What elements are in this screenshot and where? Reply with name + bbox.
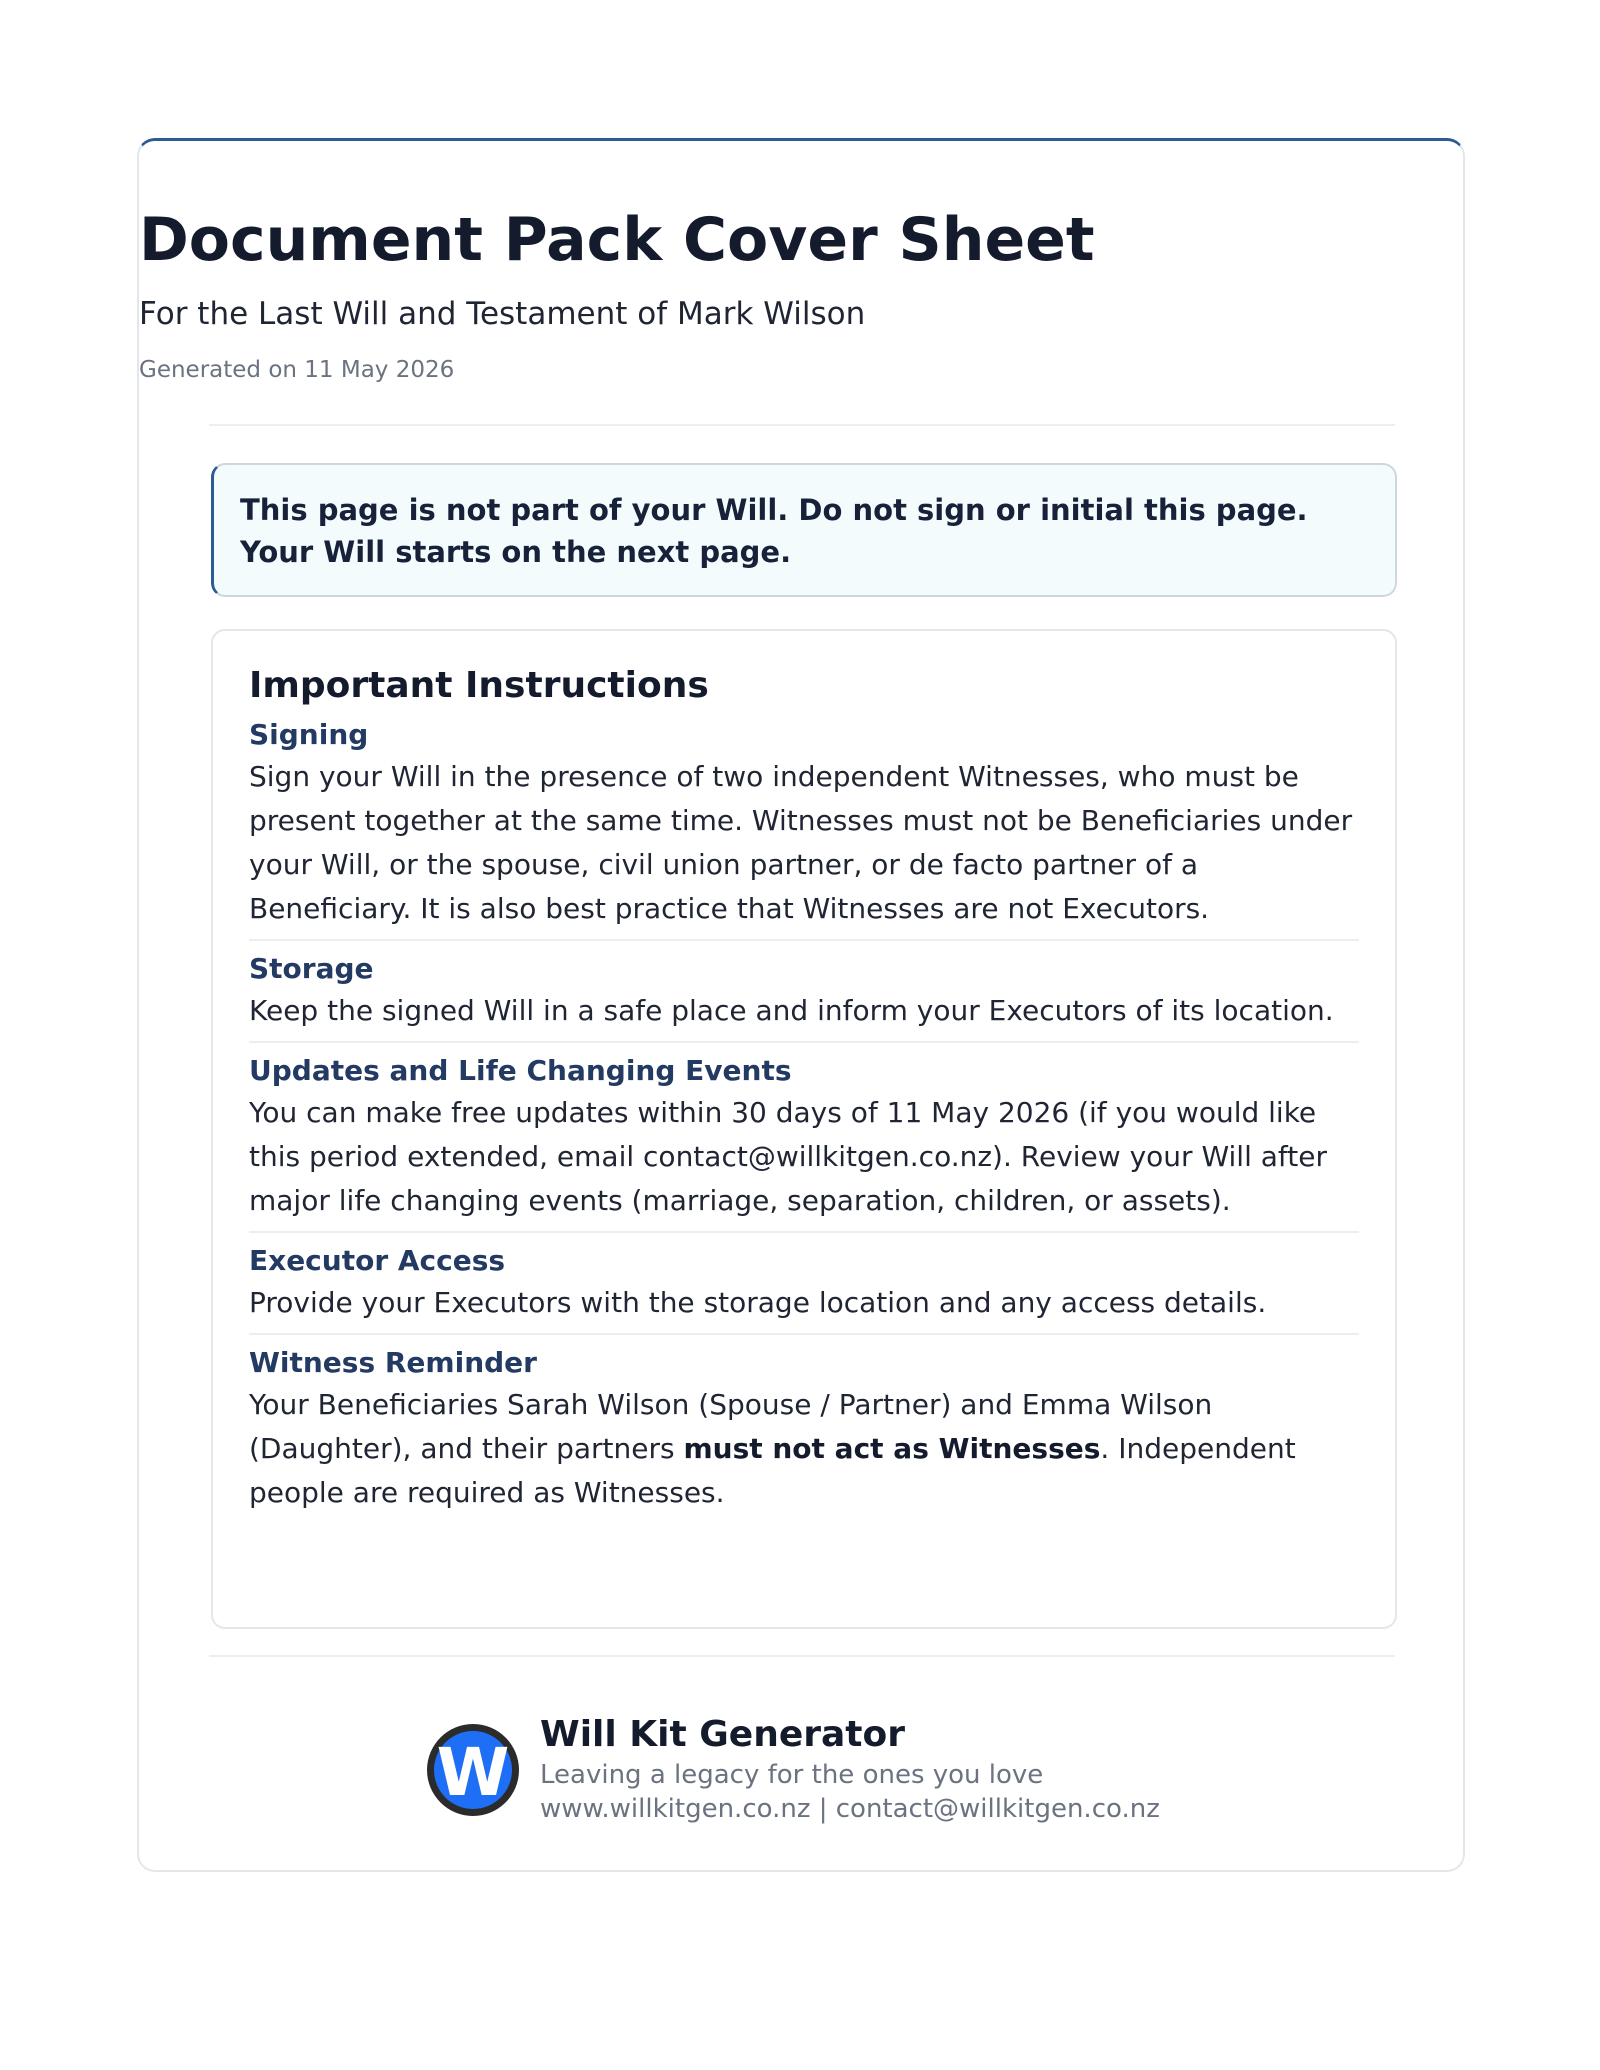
instruction-body: Sign your Will in the presence of two independent Witnesses, who must be present together at the same time. Witnesses must not be Beneficiaries under your Will, or the spouse, civil union partner, or de facto partner of a Beneficiary. It is also best practice that Witnesses are not Executors. bbox=[249, 760, 1353, 925]
generated-date: Generated on 11 May 2026 bbox=[139, 357, 455, 383]
will-kit-logo-icon bbox=[425, 1722, 521, 1818]
page-title: Document Pack Cover Sheet bbox=[139, 205, 1095, 275]
witness-reminder-emphasis: must not act as Witnesses bbox=[683, 1432, 1101, 1465]
witness-reminder-text-end: . Independent people are required as Witnesses. bbox=[249, 1432, 1296, 1509]
important-instructions-panel bbox=[211, 629, 1397, 1629]
instruction-body: You can make free updates within 30 days of 11 May 2026 (if you would like this period extended, email contact@willkitgen.co.nz). Review your Will after major life changing events (marriage, separation, children, or assets). bbox=[249, 1096, 1327, 1217]
instruction-body: Keep the signed Will in a safe place and inform your Executors of its location. bbox=[249, 994, 1334, 1027]
instruction-heading: Storage bbox=[249, 952, 374, 985]
instruction-body bbox=[249, 1383, 1359, 1515]
page-subtitle: For the Last Will and Testament of Mark Wilson bbox=[139, 296, 866, 332]
not-part-of-will-notice bbox=[211, 463, 1397, 597]
header-divider bbox=[209, 424, 1395, 426]
brand-name: Will Kit Generator bbox=[540, 1714, 905, 1755]
instruction-heading: Executor Access bbox=[249, 1244, 506, 1277]
instruction-heading: Signing bbox=[249, 718, 369, 751]
instruction-body: Provide your Executors with the storage location and any access details. bbox=[249, 1286, 1267, 1319]
instruction-executor-access bbox=[249, 1241, 1359, 1335]
instruction-updates bbox=[249, 1051, 1359, 1233]
notice-line-2: Your Will starts on the next page. bbox=[240, 535, 792, 569]
cover-sheet bbox=[137, 138, 1465, 1872]
instructions-title: Important Instructions bbox=[249, 665, 709, 706]
brand-tagline: Leaving a legacy for the ones you love bbox=[540, 1760, 1044, 1790]
brand-contact: www.willkitgen.co.nz | contact@willkitgen.co.nz bbox=[540, 1794, 1160, 1824]
instruction-witness-reminder bbox=[249, 1343, 1359, 1523]
witness-reminder-text: Your Beneficiaries Sarah Wilson (Spouse / Partner) and Emma Wilson (Daughter), and their partners bbox=[249, 1388, 1213, 1465]
instruction-storage bbox=[249, 949, 1359, 1043]
instruction-heading: Witness Reminder bbox=[249, 1346, 537, 1379]
footer-divider bbox=[209, 1655, 1395, 1657]
notice-line-1: This page is not part of your Will. Do not sign or initial this page. bbox=[240, 493, 1308, 527]
logo-letter: W bbox=[436, 1734, 510, 1811]
instruction-heading: Updates and Life Changing Events bbox=[249, 1054, 792, 1087]
instruction-signing bbox=[249, 715, 1359, 941]
brand-footer bbox=[425, 1713, 1225, 1823]
